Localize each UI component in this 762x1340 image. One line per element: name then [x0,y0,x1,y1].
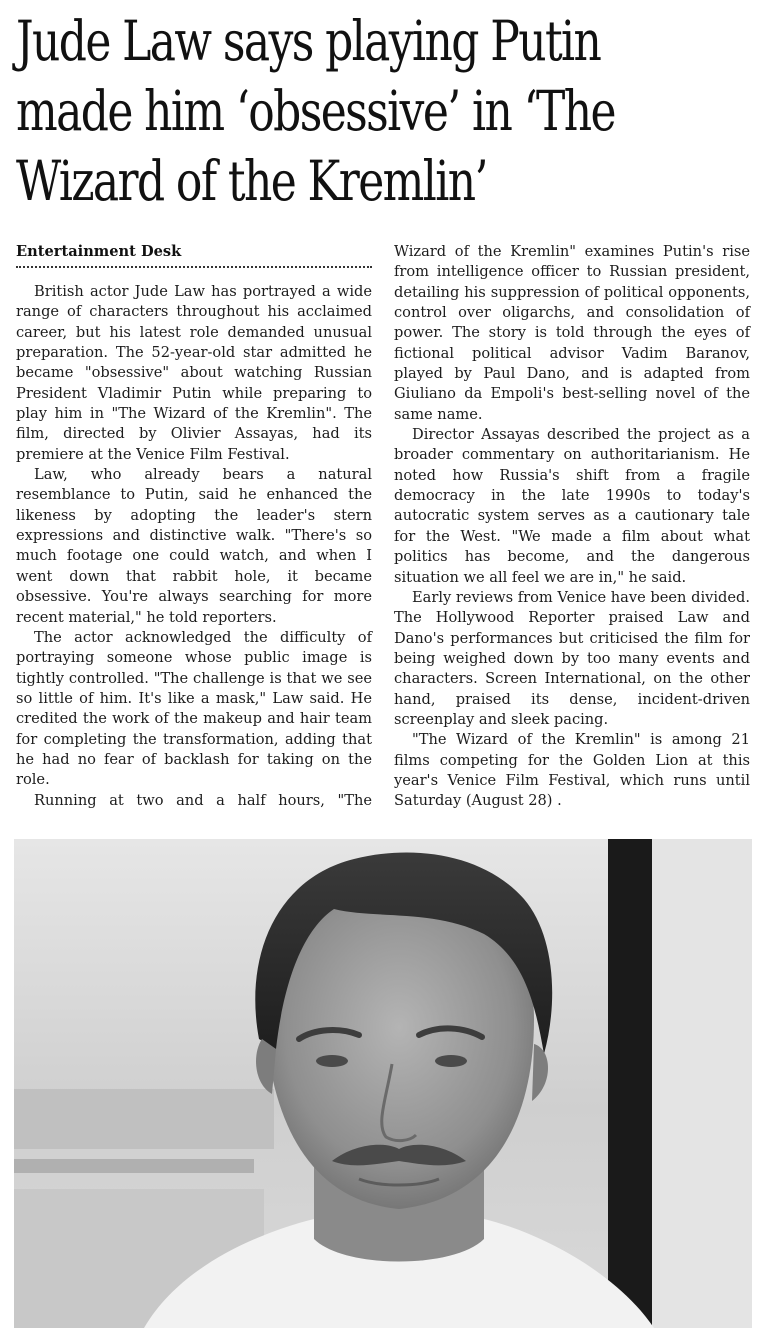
article-body [16,242,750,834]
paragraph: Early reviews from Venice have been divided. The Hollywood Reporter praised Law and Dano's performances but criticised the film for being weighed down by too many events and characters. Screen International, on the other hand, praised its dense, incident-driven screenplay and sleek pacing. [394,588,750,728]
paragraph: Law, who already bears a natural resemblance to Putin, said he enhanced the likeness by adopting the leader's stern expressions and distinctive walk. "There's so much footage one could watch, and when I went down that rabbit hole, it became obsessive. You're always searching for more recent material," he told reporters. [16,466,372,626]
right-eye [435,1055,467,1067]
paragraph: "The Wizard of the Kremlin" is among 21 films competing for the Golden Lion at this year's Venice Film Festival, which runs until Saturday (August 28) . [394,731,750,810]
headline-line: made him ‘obsessive’ in ‘The [16,79,615,143]
background-railing [14,1159,254,1173]
paragraph: British actor Jude Law has portrayed a wide range of characters throughout his acclaimed career, but his latest role demanded unusual preparation. The 52-year-old star admitted he became "obsessive" about watching Russian President Vladimir Putin while preparing to play him in "The Wizard of the Kremlin". The film, directed by Olivier Assayas, had its premiere at the Venice Film Festival. [16,283,372,463]
background-light-panel [652,839,752,1328]
article-photo [14,839,752,1328]
byline-divider [16,266,372,268]
headline-line: Jude Law says playing Putin [16,9,601,73]
background-blur-band [14,1089,274,1149]
paragraph: Running at two and a half hours, "The [34,791,372,809]
left-column [16,242,372,834]
paragraph: The actor acknowledged the difficulty of portraying someone whose public image is tightly controlled. "The challenge is that we see so little of him. It's like a mask," Law said. He credited the work of the makeup and hair team for completing the transformation, adding that he had no fear of backlash for taking on the role. [16,628,372,789]
portrait-illustration [14,839,752,1328]
right-column [394,242,750,834]
byline: Entertainment Desk [16,243,182,260]
background-dark-pillar [608,839,652,1328]
paragraph: Wizard of the Kremlin" examines Putin's rise from intelligence officer to Russian president, detailing his suppression of political opponents, control over oligarchs, and consolidation of power. The story is told through the eyes of fictional political advisor Vadim Baranov, played by Paul Dano, and is adapted from Giuliano da Empoli's best-selling novel of the same name. [394,243,750,423]
headline [16,6,615,216]
left-eye [316,1055,348,1067]
paragraph: Director Assayas described the project as a broader commentary on authoritarianism. He noted how Russia's shift from a fragile democracy in the late 1990s to today's autocratic system serves as a cautionary tale for the West. "We made a film about what politics has become, and the dangerous situation we all feel we are in," he said. [394,426,750,586]
headline-line: Wizard of the Kremlin’ [16,149,487,213]
